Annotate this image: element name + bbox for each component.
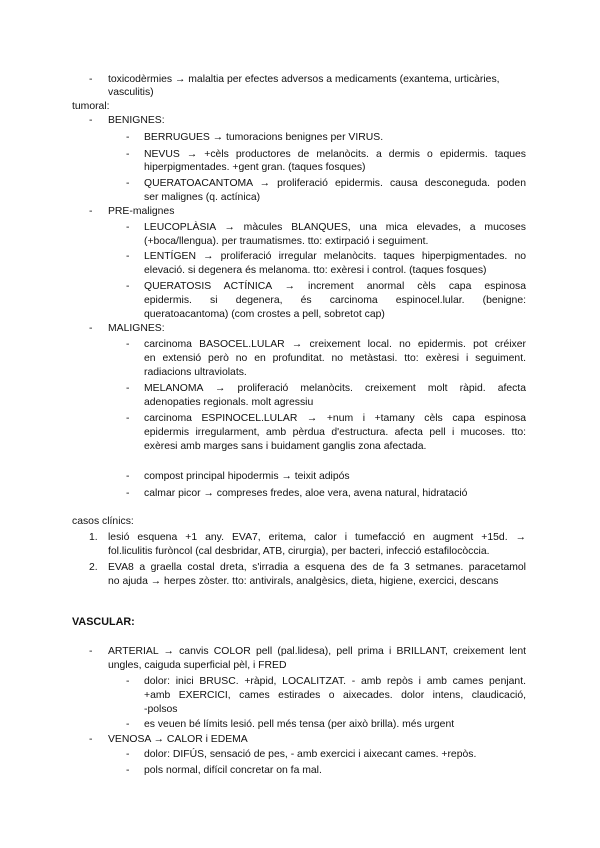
text-line: carcinoma BASOCEL.LULAR → creixement local. no epidermis. pot créixer bbox=[144, 339, 526, 350]
list-dash: - bbox=[126, 339, 130, 350]
text-line: es veuen bé límits lesió. pell més tensa (per això brilla). més urgent bbox=[144, 719, 455, 730]
text-line: radiacions ultraviolats. bbox=[144, 367, 247, 378]
heading-vascular: VASCULAR: bbox=[72, 616, 135, 628]
list-dash: - bbox=[126, 749, 130, 760]
text-line: fol.liculitis furòncol (cal desbridar, ATB, cirurgia), per bacteri, infecció estafilocòccia. bbox=[108, 546, 490, 557]
text-line: exèresi amb marges sans i buidament ganglis zona afectada. bbox=[144, 441, 427, 452]
text-line: EVA8 a graella costal dreta, s'irradia a esquena des de fa 3 setmanes. paracetamol bbox=[108, 562, 526, 573]
list-dash: - bbox=[126, 132, 130, 143]
text-line: lesió esquena +1 any. EVA7, eritema, calor i tumefacció en augment +15d. → bbox=[108, 532, 526, 543]
text-line: LEUCOPLÀSIA → màcules BLANQUES, una mica elevades, a mucoses bbox=[144, 222, 526, 233]
subheading-premalignes: PRE-malignes bbox=[108, 206, 175, 217]
section-label-tumoral: tumoral: bbox=[72, 101, 110, 112]
text-line: QUERATOSIS ACTÍNICA → increment anormal cèls capa espinosa bbox=[144, 281, 526, 292]
text-line: dolor: DIFÚS, sensació de pes, - amb exercici i aixecant cames. +repòs. bbox=[144, 749, 477, 760]
list-dash: - bbox=[89, 323, 93, 334]
list-dash: - bbox=[89, 115, 93, 126]
subheading-malignes: MALIGNES: bbox=[108, 323, 165, 334]
text-line: epidermis irregularment, amb pèrdua d'estructura. afecta pell i mucoses. tto: bbox=[144, 427, 526, 438]
list-dash: - bbox=[89, 646, 93, 657]
text-line: no ajuda → herpes zòster. tto: antivirals, analgèsics, dieta, higiene, exercici, descans bbox=[108, 576, 499, 587]
text-line: compost principal hipodermis → teixit adipós bbox=[144, 471, 350, 482]
text-line: epidermis. si degenera, és carcinoma espinocel.lular. (benigne: bbox=[144, 295, 526, 306]
text-line: hiperpigmentades. +gent gran. (taques fosques) bbox=[144, 162, 366, 173]
list-dash: - bbox=[126, 178, 130, 189]
text-line: calmar picor → compreses fredes, aloe vera, avena natural, hidratació bbox=[144, 488, 468, 499]
text-line: ser malignes (q. actínica) bbox=[144, 192, 261, 203]
list-number: 1. bbox=[89, 532, 98, 543]
text-line: pols normal, difícil concretar on fa mal. bbox=[144, 765, 322, 776]
text-line: carcinoma ESPINOCEL.LULAR → +num i +tamany cèls capa espinosa bbox=[144, 413, 526, 424]
list-dash: - bbox=[89, 206, 93, 217]
list-dash: - bbox=[126, 719, 130, 730]
section-label-casos: casos clínics: bbox=[72, 516, 134, 527]
text-line: en extensió però no en profunditat. no metàstasi. tto: exèresi i seguiment. bbox=[144, 353, 526, 364]
list-dash: - bbox=[126, 488, 130, 499]
text-line: LENTÍGEN → proliferació irregular melanòcits. taques hiperpigmentades. no bbox=[144, 251, 526, 262]
text-line: adenopaties regionals. molt agressiu bbox=[144, 397, 314, 408]
text-line: elevació. si degenera és melanoma. tto: exèresi i control. (taques fosques) bbox=[144, 265, 487, 276]
list-dash: - bbox=[126, 281, 130, 292]
text-line: (+boca/llengua). per traumatismes. tto: extirpació i seguiment. bbox=[144, 236, 429, 247]
list-dash: - bbox=[126, 383, 130, 394]
list-dash: - bbox=[89, 74, 93, 85]
text-line: MELANOMA → proliferació melanòcits. creixement molt ràpid. afecta bbox=[144, 383, 526, 394]
list-dash: - bbox=[126, 251, 130, 262]
text-line: BERRUGUES → tumoracions benignes per VIRUS. bbox=[144, 132, 384, 143]
text-line: +amb EXERCICI, cames estirades o aixecades. dolor intens, claudicació, bbox=[144, 690, 526, 701]
list-number: 2. bbox=[89, 562, 98, 573]
text-line: vasculitis) bbox=[108, 87, 154, 98]
list-dash: - bbox=[126, 676, 130, 687]
text-line: queratoacantoma) (com crostes a pell, sobretot cap) bbox=[144, 309, 385, 320]
text-line: ARTERIAL → canvis COLOR pell (pal.lidesa), pell prima i BRILLANT, creixement lent bbox=[108, 646, 526, 657]
list-dash: - bbox=[89, 734, 93, 745]
list-dash: - bbox=[126, 222, 130, 233]
text-line: ungles, caiguda superficial pèl, i FRED bbox=[108, 660, 287, 671]
text-line: dolor: inici BRUSC. +ràpid, LOCALITZAT. - amb repòs i amb cames penjant. bbox=[144, 676, 526, 687]
list-dash: - bbox=[126, 471, 130, 482]
text-line: QUERATOACANTOMA → proliferació epidermis. causa desconeguda. poden bbox=[144, 178, 526, 189]
list-dash: - bbox=[126, 149, 130, 160]
text-line: VENOSA → CALOR i EDEMA bbox=[108, 734, 248, 745]
text-line: -polsos bbox=[144, 704, 178, 715]
text-line: toxicodèrmies → malaltia per efectes adversos a medicaments (exantema, urticàries, bbox=[108, 74, 500, 85]
list-dash: - bbox=[126, 413, 130, 424]
text-line: NEVUS → +cèls productores de melanòcits. a dermis o epidermis. taques bbox=[144, 149, 526, 160]
list-dash: - bbox=[126, 765, 130, 776]
subheading-benignes: BENIGNES: bbox=[108, 115, 165, 126]
